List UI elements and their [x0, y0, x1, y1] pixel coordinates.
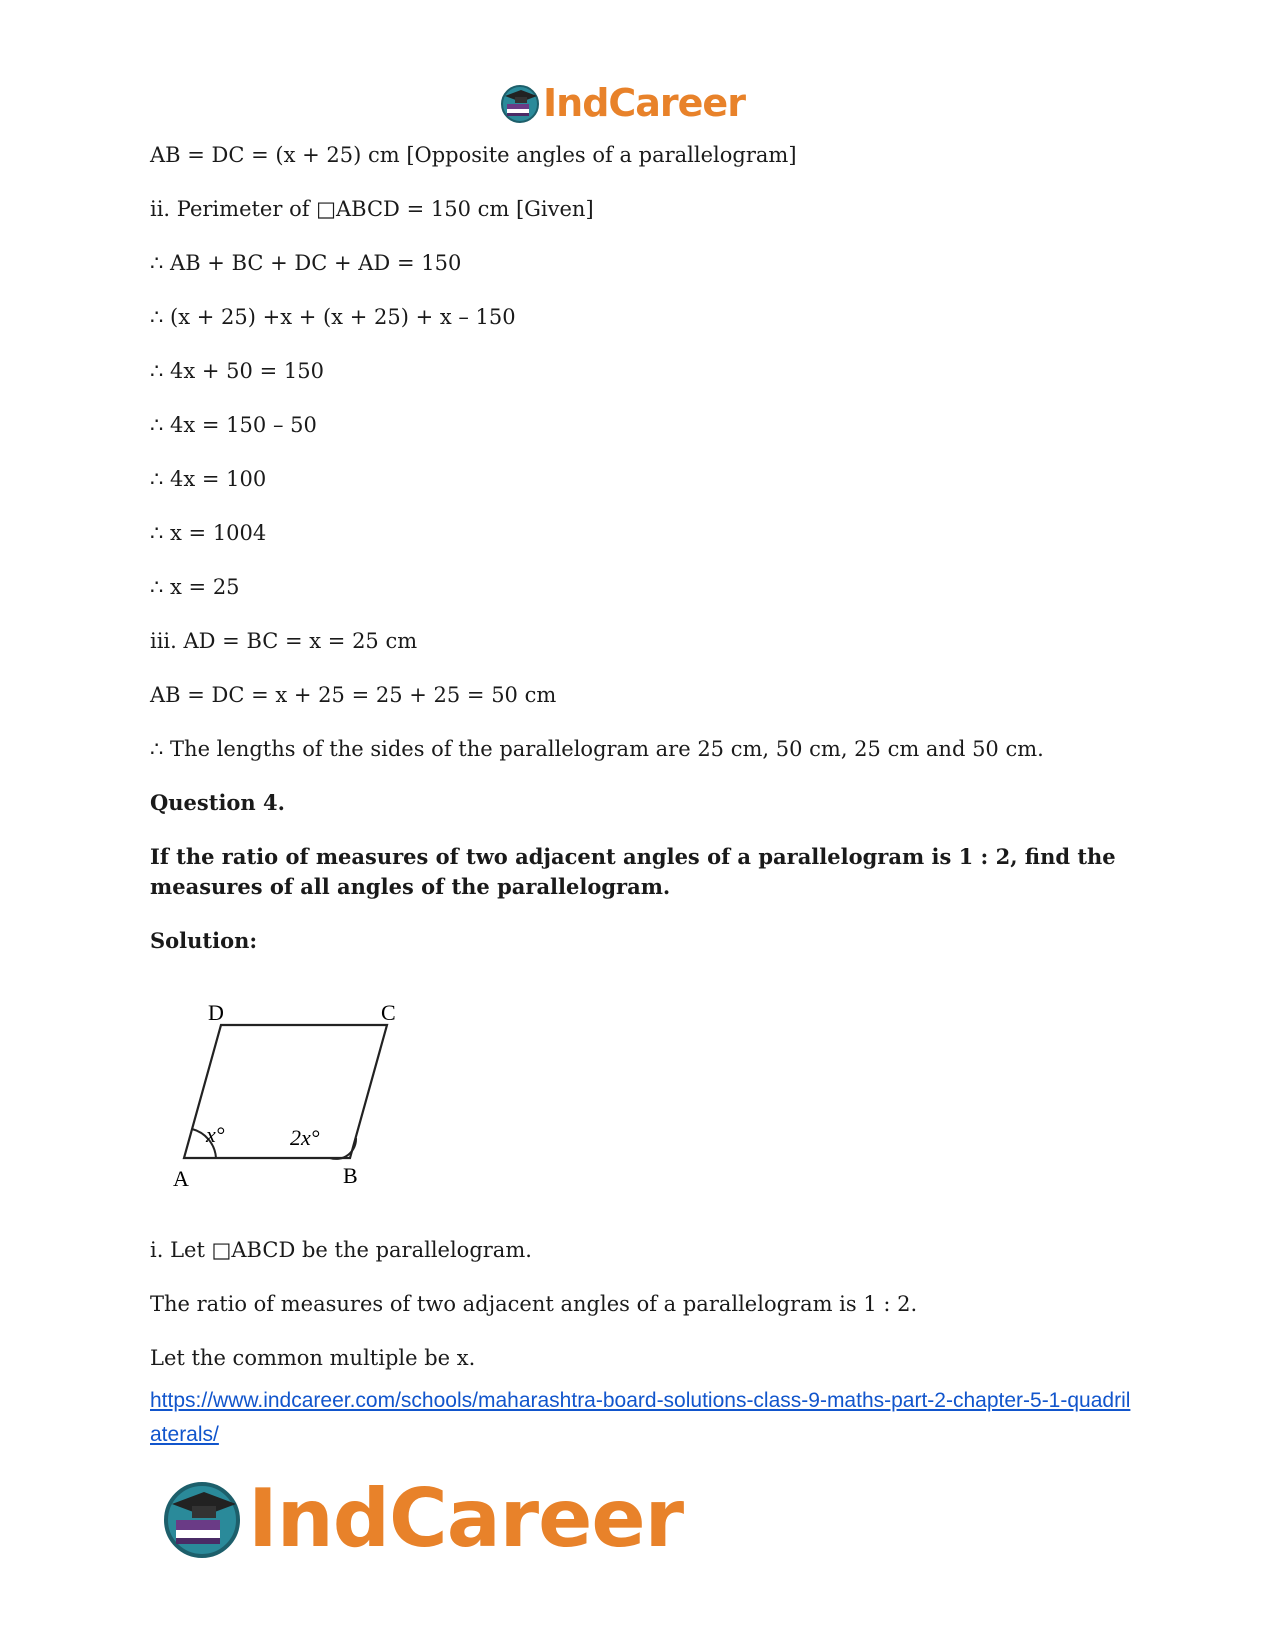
- question-heading: Question 4.: [150, 790, 285, 815]
- graduation-book-globe-icon: [160, 1476, 244, 1560]
- text-line: AB = DC = (x + 25) cm [Opposite angles of a parallelogram]: [150, 143, 797, 167]
- parallelogram-diagram: [170, 1000, 420, 1200]
- source-link[interactable]: https://www.indcareer.com/schools/maharashtra-board-solutions-class-9-maths-part-2-chapter-5-1-quadrilaterals/: [150, 1389, 1131, 1446]
- question-text: If the ratio of measures of two adjacent angles of a parallelogram is 1 : 2, find the measures of all angles of the parallelogram.: [150, 844, 1116, 899]
- angle-label-b: 2x°: [290, 1125, 320, 1150]
- text-line: ii. Perimeter of □ABCD = 150 cm [Given]: [150, 197, 594, 221]
- solution-label: Solution:: [150, 928, 258, 953]
- angle-label-a: x°: [206, 1122, 225, 1147]
- text-line: ∴ x = 25: [150, 575, 240, 599]
- text-line: ∴ 4x = 150 – 50: [150, 413, 317, 437]
- text-line: ∴ 4x = 100: [150, 467, 267, 491]
- document-body: [150, 140, 1135, 980]
- solution-steps: [150, 1235, 1135, 1397]
- text-line: i. Let □ABCD be the parallelogram.: [150, 1238, 532, 1262]
- text-line: iii. AD = BC = x = 25 cm: [150, 629, 418, 653]
- text-line: ∴ x = 1004: [150, 521, 267, 545]
- text-line: ∴ 4x + 50 = 150: [150, 359, 324, 383]
- text-line: ∴ The lengths of the sides of the parallelogram are 25 cm, 50 cm, 25 cm and 50 cm.: [150, 737, 1044, 761]
- text-line: ∴ (x + 25) +x + (x + 25) + x – 150: [150, 305, 516, 329]
- graduation-book-globe-icon: [499, 82, 541, 124]
- text-line: AB = DC = x + 25 = 25 + 25 = 50 cm: [150, 683, 557, 707]
- parallelogram-figure: [170, 1000, 420, 1200]
- vertex-label-a: A: [173, 1166, 189, 1191]
- footer-logo: [160, 1468, 720, 1568]
- text-line: ∴ AB + BC + DC + AD = 150: [150, 251, 462, 275]
- brand-name: IndCareer: [543, 81, 745, 125]
- brand-name: IndCareer: [248, 1471, 684, 1565]
- header-logo: [499, 78, 799, 128]
- vertex-label-d: D: [208, 1000, 224, 1025]
- vertex-label-c: C: [381, 1000, 396, 1025]
- vertex-label-b: B: [343, 1163, 358, 1188]
- text-line: The ratio of measures of two adjacent angles of a parallelogram is 1 : 2.: [150, 1292, 918, 1316]
- text-line: Let the common multiple be x.: [150, 1346, 476, 1370]
